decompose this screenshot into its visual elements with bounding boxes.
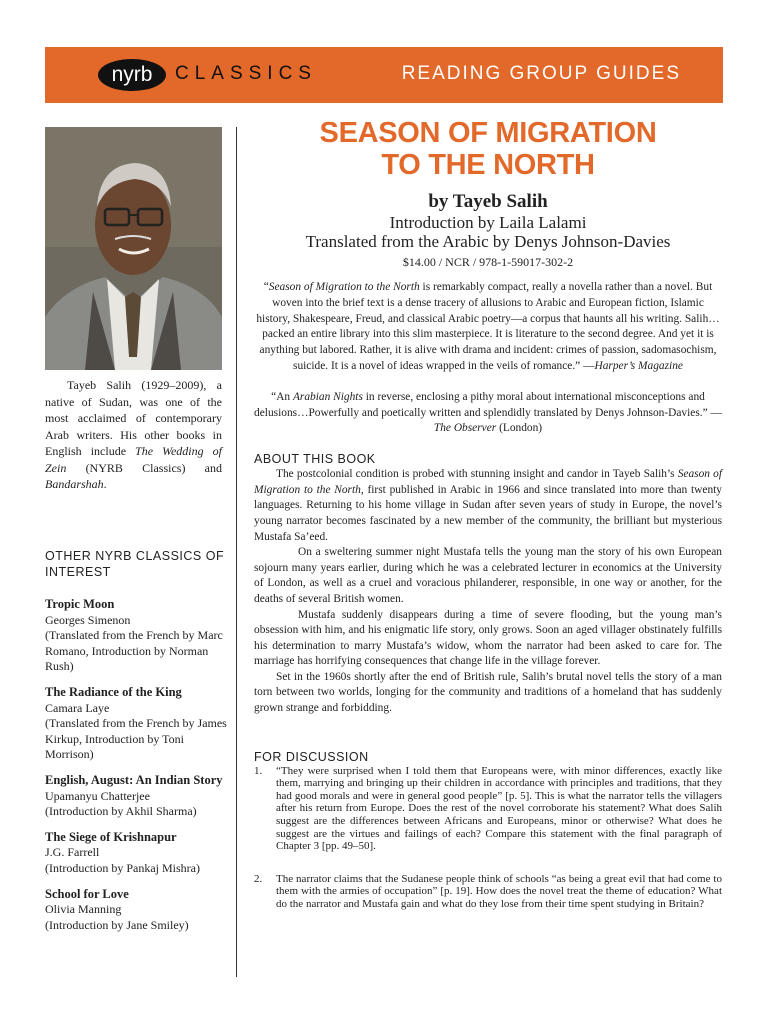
bio-book-title: Bandarshah: [45, 477, 104, 491]
book-title: English, August: An Indian Story: [45, 772, 223, 787]
paragraph: Mustafa suddenly disappears during a time of severe flooding, but the young man’s obsession with him, and his enigmatic life story, only grows. Soon an aged villager obstinately fulfills his determination to marry Mustafa’s widow, whom the narrator had been asked to care for. The marriage has horrifying consequences that change life in the village forever.: [254, 608, 722, 668]
title-line-2: TO THE NORTH: [381, 149, 595, 181]
nyrb-logo: nyrb: [98, 59, 166, 91]
author-photo: [45, 127, 222, 370]
book-author: Georges Simenon: [45, 612, 131, 627]
book-title: The Siege of Krishnapur: [45, 829, 177, 844]
book-note: (Introduction by Jane Smiley): [45, 917, 189, 932]
book-title: The Radiance of the King: [45, 684, 182, 699]
book-note: (Introduction by Akhil Sharma): [45, 804, 197, 819]
header-banner: [45, 47, 723, 103]
bio-book-title: The Wedding of Zein: [45, 444, 222, 475]
sidebar-heading: OTHER NYRB CLASSICS OF INTEREST: [45, 549, 225, 579]
review-quote: “An Arabian Nights in reverse, enclosing a pithy moral about international misconceptions and delusions…Powerfully and poetically written and splendidly translated by Denys Johnson-Davies.” —The Observer (London): [254, 390, 722, 435]
discussion-question: 2. The narrator claims that the Sudanese people think of schools “as being a great evil that had come to them with the armies of occupation” [p. 19]. How does the novel treat the theme of education? What do the narrator and Mustafa gain and what do they lose from their time spent studying in Britain?: [254, 872, 722, 911]
book-author: J.G. Farrell: [45, 845, 100, 860]
book-note: (Translated from the French by James Kirkup, Introduction by Toni Morrison): [45, 716, 227, 762]
paragraph: The postcolonial condition is probed with stunning insight and candor in Tayeb Salih’s Season of Migration to the North, first published in Arabic in 1966 and since translated into more than twenty languages. Returning to his home village in Sudan after seven years of study in Europe, the novel’s young narrator becomes fascinated by a new member of the community, the brilliant but mysterious Mustafa Sa’eed.: [254, 468, 722, 543]
review-quote: “Season of Migration to the North is remarkably compact, really a novella rather than a novel. But woven into the brief text is a dense tracery of allusions to Arabic and European fiction, Islamic history, Shakespeare, Freud, and classical Arabic poetry—a corpus that haunts all his writing. Salih…packed an entire library into this slim masterpiece. It is literature to the second degree. And yet it is anything but labored. Rather, it is alive with drama and incident: crimes of passion, sadomasochism, suicide. It is a novel of ideas wrapped in the veils of romance.” —Harper’s Magazine: [256, 281, 720, 372]
series-title: READING GROUP GUIDES: [401, 63, 681, 84]
paragraph: On a sweltering summer night Mustafa tells the young man the story of his own European sojourn many years earlier, during which he was a celebrated lecturer in economics at the University of London, as well as a cruel and voracious philanderer, responsible, in one way or another, for the deaths of several British women.: [254, 546, 722, 605]
list-item: [45, 830, 230, 877]
title-line-1: SEASON OF MIGRATION: [319, 117, 657, 149]
book-note: (Introduction by Pankaj Mishra): [45, 860, 200, 875]
discussion-question: 1. “They were surprised when I told them that Europeans were, with minor differences, exactly like them, marrying and bringing up their children in accordance with principles and traditions, that they had good morals and were in general good people” [p. 5]. This is what the narrator tells the villagers after his return from Europe. Does the rest of the novel corroborate his statement? What does Salih suggest are the differences between Africans and Europeans, minor or otherwise? What does he suggest are the virtues and failings of each? Compare this statement with the final paragraph of Chapter 3 [pp. 49–50].: [254, 764, 722, 853]
byline: by Tayeb Salih: [428, 191, 548, 212]
list-item: [45, 773, 230, 820]
translation-credit: Translated from the Arabic by Denys Johnson-Davies: [305, 232, 671, 251]
logo-classics-text: CLASSICS: [175, 63, 317, 84]
book-title: Tropic Moon: [45, 597, 115, 611]
main-column: [254, 117, 722, 911]
price-isbn: $14.00 / NCR / 978-1-59017-302-2: [402, 255, 574, 269]
about-heading: ABOUT THIS BOOK: [254, 452, 376, 467]
list-item: [45, 685, 230, 763]
related-books-list: [45, 597, 230, 943]
column-divider: [236, 127, 237, 977]
paragraph: Set in the 1960s shortly after the end of British rule, Salih’s brutal novel tells the story of a man torn between two worlds, longing for the community and traditions of a homeland that has suddenly grown strange and forbidding.: [254, 670, 722, 715]
book-author: Camara Laye: [45, 700, 110, 715]
book-author: Olivia Manning: [45, 902, 122, 917]
author-portrait-illustration: [45, 127, 222, 370]
discussion-heading: FOR DISCUSSION: [254, 749, 369, 764]
author-bio: Tayeb Salih (1929–2009), a native of Sudan, was one of the most acclaimed of contemporary Arab writers. His other books in English include The Wedding of Zein (NYRB Classics) and Bandarshah.: [45, 378, 222, 491]
book-note: (Translated from the French by Marc Romano, Introduction by Norman Rush): [45, 628, 223, 674]
introduction-credit: Introduction by Laila Lalami: [389, 213, 587, 232]
book-title: School for Love: [45, 886, 129, 901]
book-author: Upamanyu Chatterjee: [45, 788, 150, 803]
about-body: [254, 467, 722, 717]
list-item: [45, 597, 230, 675]
list-item: [45, 887, 230, 934]
book-title-heading: [254, 117, 722, 181]
